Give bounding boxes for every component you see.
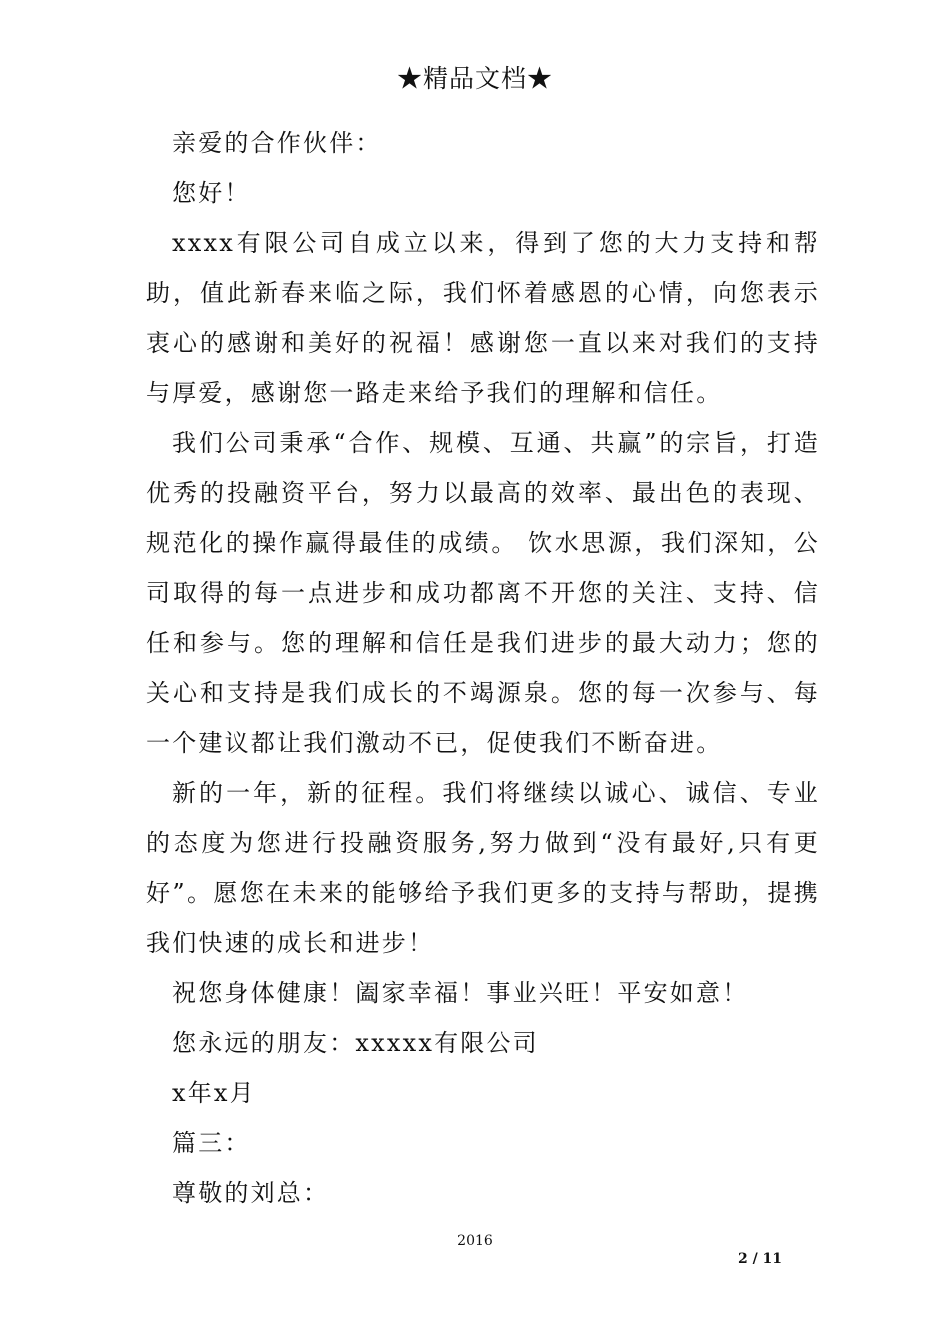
next-salutation: 尊敬的刘总： xyxy=(172,1179,330,1207)
letter-body xyxy=(146,118,820,1218)
greeting: 您好！ xyxy=(172,179,251,207)
signature: 您永远的朋友：xxxxx有限公司 xyxy=(172,1029,539,1057)
footer-year: 2016 xyxy=(457,1233,493,1249)
page-header-title: ★精品文档★ xyxy=(396,64,553,93)
paragraph-thanks: xxxx有限公司自成立以来，得到了您的大力支持和帮助，值此新春来临之际，我们怀着感恩的心情，向您表示衷心的感谢和美好的祝福！感谢您一直以来对我们的支持与厚爱，感谢您一路走来给予我们的理解和信任。 xyxy=(146,229,820,407)
paragraph-company: 我们公司秉承“合作、规模、互通、共赢”的宗旨，打造优秀的投融资平台，努力以最高的效率、最出色的表现、规范化的操作赢得最佳的成绩。 饮水思源，我们深知，公司取得的每一点进步和成功都离不开您的关注、支持、信任和参与。您的理解和信任是我们进步的最大动力；您的关心和支持是我们成长的不竭源泉。您的每一次参与、每一个建议都让我们激动不已，促使我们不断奋进。 xyxy=(146,429,820,757)
salutation: 亲爱的合作伙伴： xyxy=(172,129,382,157)
page-number: 2 / 11 xyxy=(737,1251,783,1267)
paragraph-new-year: 新的一年，新的征程。我们将继续以诚心、诚信、专业的态度为您进行投融资服务,努力做到“没有最好,只有更好”。愿您在未来的能够给予我们更多的支持与帮助，提携我们快速的成长和进步！ xyxy=(146,779,820,957)
date-line: x年x月 xyxy=(172,1079,256,1107)
section-heading: 篇三： xyxy=(172,1129,251,1157)
wishes: 祝您身体健康！阖家幸福！事业兴旺！平安如意！ xyxy=(172,979,749,1007)
